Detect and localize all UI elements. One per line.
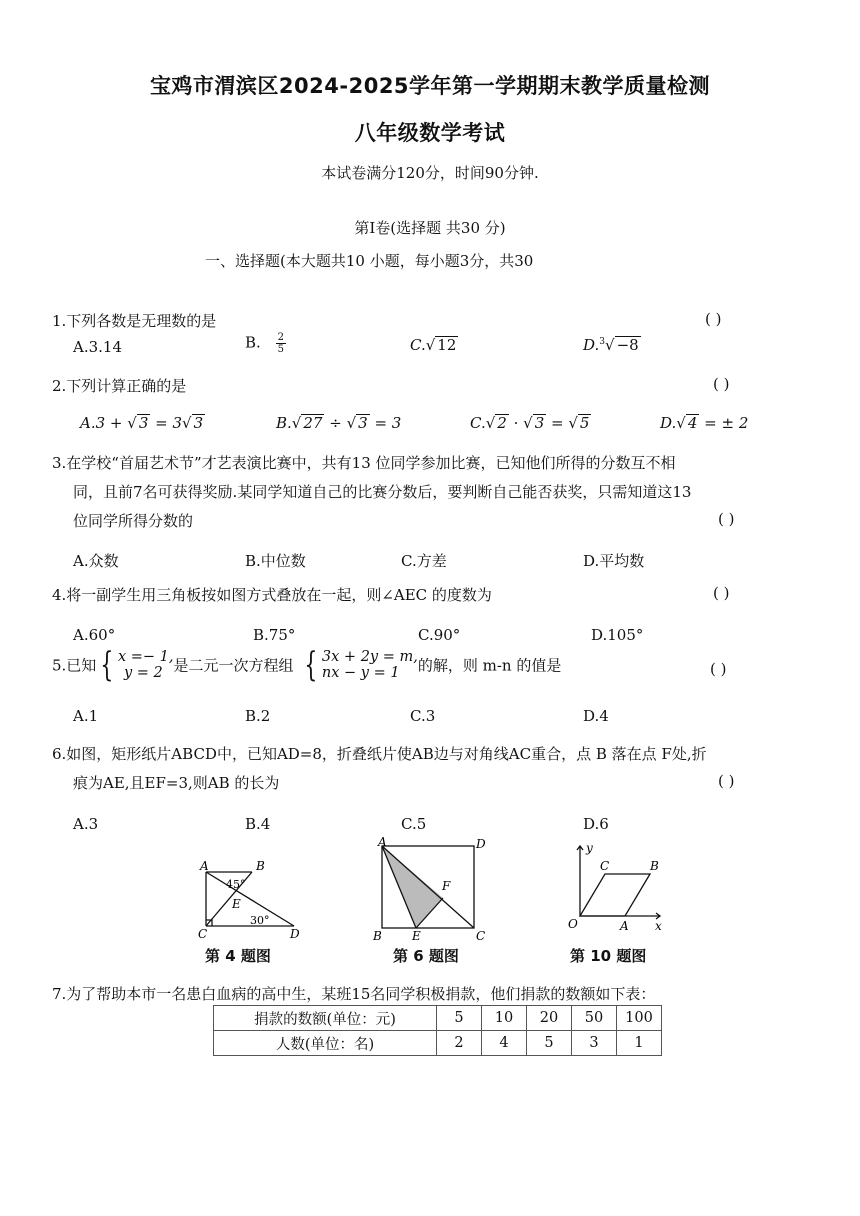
page-subtitle: 八年级数学考试 bbox=[354, 121, 506, 145]
stem-middle: 是二元一次方程组 bbox=[173, 656, 294, 675]
expr-part: A.3 + bbox=[80, 414, 128, 432]
question-6-line-2: 痕为AE,且EF=3,则AB 的长为 bbox=[73, 774, 280, 792]
question-6-option-c: C.5 bbox=[401, 815, 427, 833]
question-3-line-1: 3.在学校“首届艺术节”才艺表演比赛中，共有13 位同学参加比赛，已知他们所得的分数互不相 bbox=[52, 454, 676, 472]
left-brace-icon: { bbox=[100, 645, 114, 685]
fig4-label-d: D bbox=[290, 927, 300, 941]
numerator: 2 bbox=[277, 332, 284, 343]
fig10-label-c: C bbox=[600, 859, 610, 873]
table-cell: 100 bbox=[617, 1006, 662, 1031]
equation-line-2: nx − y = 1 bbox=[321, 665, 400, 681]
question-4-option-a: A.60° bbox=[73, 626, 116, 644]
fig10-label-y: y bbox=[586, 841, 593, 855]
figure-4-caption: 第 4 题图 bbox=[205, 947, 271, 965]
expr-part: = ± 2 bbox=[699, 414, 749, 432]
question-2-option-a: A.3 + √ 3 = 3√ 3 bbox=[80, 414, 204, 432]
expr-part: D. bbox=[660, 414, 677, 432]
radicand: 4 bbox=[687, 414, 698, 432]
equation-system bbox=[322, 649, 418, 681]
stem-suffix: 的解，则 m-n 的值是 bbox=[417, 656, 562, 675]
fig10-label-a: A bbox=[620, 919, 629, 933]
radicand: 27 bbox=[303, 414, 323, 432]
figure-10-caption: 第 10 题图 bbox=[570, 947, 647, 965]
expr-part: = 3 bbox=[369, 414, 402, 432]
figure-6-caption: 第 6 题图 bbox=[393, 947, 459, 965]
denominator: 5 bbox=[277, 344, 284, 355]
question-6-option-b: B.4 bbox=[245, 815, 271, 833]
radicand: 3 bbox=[193, 414, 204, 432]
question-1-paren: ( ) bbox=[705, 310, 722, 328]
fig4-label-e: E bbox=[232, 897, 241, 911]
question-6-option-d: D.6 bbox=[583, 815, 609, 833]
fig4-label-a: A bbox=[200, 859, 209, 873]
fig6-label-c: C bbox=[476, 929, 486, 943]
question-5-option-d: D.4 bbox=[583, 707, 609, 725]
option-d-prefix: D. bbox=[583, 336, 600, 354]
section-heading: 第Ⅰ卷(选择题 共30 分) bbox=[354, 219, 506, 237]
table-cell: 50 bbox=[572, 1006, 617, 1031]
question-4-paren: ( ) bbox=[713, 584, 730, 602]
question-2-option-d: D.√ 4 = ± 2 bbox=[660, 414, 749, 432]
figure-10-diagram bbox=[560, 838, 670, 938]
fig6-label-b: B bbox=[373, 929, 382, 943]
exam-info: 本试卷满分120分，时间90分钟. bbox=[321, 164, 539, 182]
solution-line-2: y = 2 bbox=[123, 665, 163, 681]
question-5-paren: ( ) bbox=[710, 660, 727, 678]
question-6-paren: ( ) bbox=[718, 772, 735, 790]
fig4-angle-30: 30° bbox=[250, 914, 270, 927]
question-3-option-b: B.中位数 bbox=[245, 552, 306, 570]
fig4-label-b: B bbox=[256, 859, 265, 873]
question-2-option-b: B.√ 27 ÷ √ 3 = 3 bbox=[276, 414, 402, 432]
fig4-angle-45: 45° bbox=[226, 878, 246, 891]
radicand: 5 bbox=[579, 414, 590, 432]
fig6-label-d: D bbox=[476, 837, 486, 851]
table-row-header: 捐款的数额(单位：元) bbox=[214, 1006, 437, 1031]
radicand: 2 bbox=[497, 414, 507, 432]
question-2-stem: 2.下列计算正确的是 bbox=[52, 377, 187, 395]
table-cell: 3 bbox=[572, 1031, 617, 1056]
table-cell: 20 bbox=[527, 1006, 572, 1031]
radicand: 3 bbox=[358, 414, 368, 432]
folded-triangle bbox=[382, 846, 443, 928]
question-3-line-2: 同，且前7名可获得奖励.某同学知道自己的比赛分数后，要判断自己能否获奖，只需知道这13 bbox=[73, 483, 692, 501]
table-row bbox=[214, 1031, 662, 1056]
question-3-paren: ( ) bbox=[718, 510, 735, 528]
left-brace-icon: { bbox=[304, 645, 318, 685]
question-4-option-c: C.90° bbox=[418, 626, 461, 644]
question-1-option-a: A.3.14 bbox=[73, 338, 122, 356]
question-1-stem: 1.下列各数是无理数的是 bbox=[52, 312, 217, 330]
stem-prefix: 5.已知 bbox=[52, 656, 97, 675]
fig6-label-a: A bbox=[378, 836, 387, 849]
page-title: 宝鸡市渭滨区2024-2025学年第一学期期末教学质量检测 bbox=[149, 74, 711, 98]
fig10-label-b: B bbox=[650, 859, 659, 873]
table-cell: 10 bbox=[482, 1006, 527, 1031]
table-cell: 5 bbox=[437, 1006, 482, 1031]
radicand: 3 bbox=[534, 414, 545, 432]
question-3-option-a: A.众数 bbox=[73, 552, 119, 570]
part-heading: 一、选择题(本大题共10 小题，每小题3分，共30 bbox=[205, 252, 534, 270]
question-4-option-d: D.105° bbox=[591, 626, 644, 644]
question-4-option-b: B.75° bbox=[253, 626, 296, 644]
fig10-label-o: O bbox=[568, 917, 578, 931]
question-3-option-d: D.平均数 bbox=[583, 552, 645, 570]
question-3-line-3: 位同学所得分数的 bbox=[73, 512, 194, 530]
question-5-option-b: B.2 bbox=[245, 707, 271, 725]
donation-table bbox=[213, 1005, 662, 1056]
expr-part: = bbox=[546, 414, 569, 432]
solution-line-1: x =− 1, bbox=[117, 649, 174, 665]
radicand: 3 bbox=[138, 414, 149, 432]
question-6-option-a: A.3 bbox=[73, 815, 99, 833]
expr-part: ÷ bbox=[324, 414, 347, 432]
table-row-header: 人数(单位：名) bbox=[214, 1031, 437, 1056]
question-5-option-a: A.1 bbox=[73, 707, 99, 725]
question-1-option-d: D.$^3$√ −8 bbox=[583, 336, 639, 354]
question-1-option-b bbox=[245, 332, 286, 355]
fig4-label-c: C bbox=[198, 927, 208, 941]
figure-4-diagram bbox=[190, 858, 310, 946]
root-index: 3 bbox=[599, 337, 605, 347]
question-2-paren: ( ) bbox=[713, 375, 730, 393]
solution-system bbox=[118, 649, 174, 681]
table-row bbox=[214, 1006, 662, 1031]
question-2-option-c: C.√ 2 · √ 3 = √ 5 bbox=[470, 414, 590, 432]
fig6-label-f: F bbox=[442, 879, 451, 893]
expr-part: = 3 bbox=[150, 414, 183, 432]
diagonal-ac bbox=[382, 846, 474, 928]
radicand: 12 bbox=[437, 336, 457, 354]
option-b-prefix: B. bbox=[245, 333, 261, 352]
table-cell: 2 bbox=[437, 1031, 482, 1056]
option-c-prefix: C. bbox=[410, 336, 426, 354]
question-7-stem: 7.为了帮助本市一名患白血病的高中生，某班15名同学积极捐款，他们捐款的数额如下表： bbox=[52, 985, 656, 1003]
parallelogram-oabc bbox=[580, 874, 650, 916]
table-cell: 5 bbox=[527, 1031, 572, 1056]
question-6-line-1: 6.如图，矩形纸片ABCD中，已知AD=8，折叠纸片使AB边与对角线AC重合，点 B 落在点 F处,折 bbox=[52, 745, 707, 763]
expr-part: C. bbox=[470, 414, 486, 432]
question-5-stem bbox=[52, 645, 562, 685]
equation-line-1: 3x + 2y = m, bbox=[321, 649, 418, 665]
question-5-option-c: C.3 bbox=[410, 707, 436, 725]
fraction bbox=[276, 332, 286, 355]
question-3-option-c: C.方差 bbox=[401, 552, 447, 570]
expr-part: · bbox=[508, 414, 524, 432]
fig6-label-e: E bbox=[412, 929, 421, 943]
question-1-option-c: C.√ 12 bbox=[410, 336, 457, 354]
question-4-stem: 4.将一副学生用三角板按如图方式叠放在一起，则∠AEC 的度数为 bbox=[52, 586, 492, 604]
table-cell: 4 bbox=[482, 1031, 527, 1056]
table-cell: 1 bbox=[617, 1031, 662, 1056]
fig10-label-x: x bbox=[655, 919, 662, 933]
radicand: −8 bbox=[616, 336, 639, 354]
expr-part: B. bbox=[276, 414, 292, 432]
figure-6-diagram bbox=[370, 836, 495, 946]
